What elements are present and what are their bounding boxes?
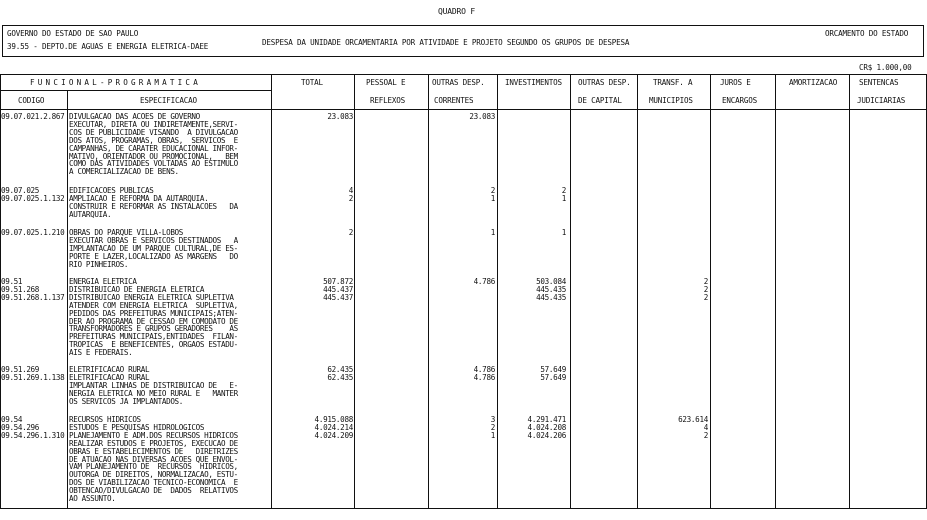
header-budget: ORCAMENTO DO ESTADO <box>825 29 909 38</box>
col-rule-transf <box>710 74 711 509</box>
row-outras: 23.083 <box>469 112 495 121</box>
col-rule-capital <box>637 74 638 509</box>
row-codes: 09.07.025 09.07.025.1.132 <box>1 186 65 203</box>
row-invest: 503.084 445.435 445.435 <box>536 277 566 302</box>
col-header-sentencas-2: JUDICIARIAS <box>857 96 906 105</box>
row-invest: 1 <box>561 228 566 237</box>
col-header-juros-1: JUROS E <box>720 78 751 87</box>
col-rule-outras <box>497 74 498 509</box>
col-header-capital-2: DE CAPITAL <box>578 96 622 105</box>
row-spec: RECURSOS HIDRICOS ESTUDOS E PESQUISAS HIDROLOGICOS PLANEJAMENTO E ADM.DOS RECURSOS HIDRICOS REALIZAR ESTUDOS E PROJETOS, EXECUCAO DE OBRAS E ESTABELECIMENTOS DE DIRETRIZES DE ATUACAO NAS DIVERSAS ACOES QUE ENVOL- VAM PLANEJAMENTO DE RECURSOS HIDRICOS, OUTORGA DE DIREITOS, NORMALIZACAO, ESTU- DOS DE VIABILIZACAO TECNICO-ECONOMICA E OBTENCAO/DIVULGACAO DE DADOS RELATIVOS AO ASSUNTO. <box>69 415 238 504</box>
currency-label: CR$ 1.000,00 <box>859 63 912 72</box>
row-total: 4 2 <box>348 186 353 203</box>
header-unit: 39.55 - DEPTO.DE AGUAS E ENERGIA ELETRICA-DAEE <box>7 42 209 51</box>
row-outras: 3 2 1 <box>490 415 495 440</box>
table-bottom-rule <box>0 508 927 509</box>
row-codes: 09.51.269 09.51.269.1.138 <box>1 365 65 382</box>
row-invest: 2 1 <box>561 186 566 203</box>
row-invest: 4.291.471 4.024.208 4.024.206 <box>527 415 566 440</box>
row-spec: DIVULGACAO DAS ACOES DE GOVERNO EXECUTAR, DIRETA OU INDIRETAMENTE,SERVI- COS DE PUBLICIDADE VISANDO A DIVULGACAO DOS ATOS, PROGRAMAS, OBRAS, SERVICOS E CAMPANHAS, DE CARATER EDUCACIONAL INFOR- MATIVO, ORIENTADOR OU PROMOCIONAL, BEM COMO DAS ATIVIDADES VOLTADAS AO ESTIMULO A COMERCIALIZACAO DE BENS. <box>69 112 238 177</box>
row-total: 4.915.088 4.024.214 4.024.209 <box>314 415 353 440</box>
col-rule-invest <box>570 74 571 509</box>
col-rule-codigo <box>67 90 68 509</box>
col-header-pessoal-1: PESSOAL E <box>366 78 406 87</box>
col-header-sentencas-1: SENTENCAS <box>859 78 899 87</box>
header-title: DESPESA DA UNIDADE ORCAMENTARIA POR ATIVIDADE E PROJETO SEGUNDO OS GRUPOS DE DESPESA <box>262 38 630 47</box>
row-spec: OBRAS DO PARQUE VILLA-LOBOS EXECUTAR OBRAS E SERVICOS DESTINADOS A IMPLANTACAO DE UM PARQUE CULTURAL,DE ES- PORTE E LAZER,LOCALIZADO AS MARGENS DO RIO PINHEIROS. <box>69 228 238 269</box>
row-total: 507.872 445.437 445.437 <box>323 277 353 302</box>
row-codes: 09.54 09.54.296 09.54.296.1.310 <box>1 415 65 440</box>
col-header-outras-1: OUTRAS DESP. <box>432 78 485 87</box>
col-header-juros-2: ENCARGOS <box>722 96 757 105</box>
row-codes: 09.07.021.2.867 <box>1 112 65 121</box>
row-transf: 2 2 2 <box>703 277 708 302</box>
row-outras: 1 <box>490 228 495 237</box>
col-rule-amort <box>849 74 850 509</box>
col-header-amortizacao: AMORTIZACAO <box>789 78 838 87</box>
col-rule-juros <box>775 74 776 509</box>
col-header-transf-2: MUNICIPIOS <box>649 96 693 105</box>
row-invest: 57.649 57.649 <box>540 365 566 382</box>
row-outras: 4.786 4.786 <box>473 365 495 382</box>
row-total: 2 <box>348 228 353 237</box>
col-header-investimentos: INVESTIMENTOS <box>505 78 562 87</box>
row-outras: 4.786 <box>473 277 495 286</box>
col-header-funcional: FUNCIONAL-PROGRAMATICA <box>30 78 201 87</box>
table-top-rule <box>0 74 927 75</box>
col-header-especificacao: ESPECIFICACAO <box>140 96 197 105</box>
row-transf: 623.614 4 2 <box>678 415 708 440</box>
row-spec: ENERGIA ELETRICA DISTRIBUICAO DE ENERGIA ELETRICA DISTRIBUICAO ENERGIA ELETRICA SUPLETIVA ATENDER COM ENERGIA ELETRICA SUPLETIVA, PEDIDOS DAS PREFEITURAS MUNICIPAIS;ATEN- DER AO PROGRAMA DE CESSAO EM COMODATO DE TRANSFORMADORES E GRUPOS GERADORES AS PREFEITURAS MUNICIPAIS,ENTIDADES FILAN- TROPICAS E BENEFICENTES, ORGAOS ESTADU- AIS E FEDERAIS. <box>69 277 238 358</box>
col-header-pessoal-2: REFLEXOS <box>370 96 405 105</box>
quadro-title: QUADRO F <box>438 7 475 16</box>
col-header-transf-1: TRANSF. A <box>653 78 693 87</box>
header-org: GOVERNO DO ESTADO DE SAO PAULO <box>7 29 139 38</box>
row-outras: 2 1 <box>490 186 495 203</box>
col-rule-total <box>354 74 355 509</box>
col-header-outras-2: CORRENTES <box>434 96 474 105</box>
row-codes: 09.51 09.51.268 09.51.268.1.137 <box>1 277 65 302</box>
col-header-capital-1: OUTRAS DESP. <box>578 78 631 87</box>
col-rule-pessoal <box>428 74 429 509</box>
col-rule-spec <box>271 74 272 509</box>
row-spec: ELETRIFICACAO RURAL ELETRIFICACAO RURAL IMPLANTAR LINHAS DE DISTRIBUICAO DE E- NERGIA ELETRICA NO MEIO RURAL E MANTER OS SERVICOS JA IMPLANTADOS. <box>69 365 238 406</box>
header-mid-rule <box>0 90 271 91</box>
row-total: 62.435 62.435 <box>327 365 353 382</box>
row-spec: EDIFICACOES PUBLICAS AMPLIACAO E REFORMA DA AUTARQUIA. CONSTRUIR E REFORMAR AS INSTALACOES DA AUTARQUIA. <box>69 186 238 219</box>
row-total: 23.083 <box>327 112 353 121</box>
header-bottom-rule <box>0 109 927 110</box>
col-header-total: TOTAL <box>301 78 323 87</box>
row-codes: 09.07.025.1.210 <box>1 228 65 237</box>
col-header-codigo: CODIGO <box>18 96 45 105</box>
